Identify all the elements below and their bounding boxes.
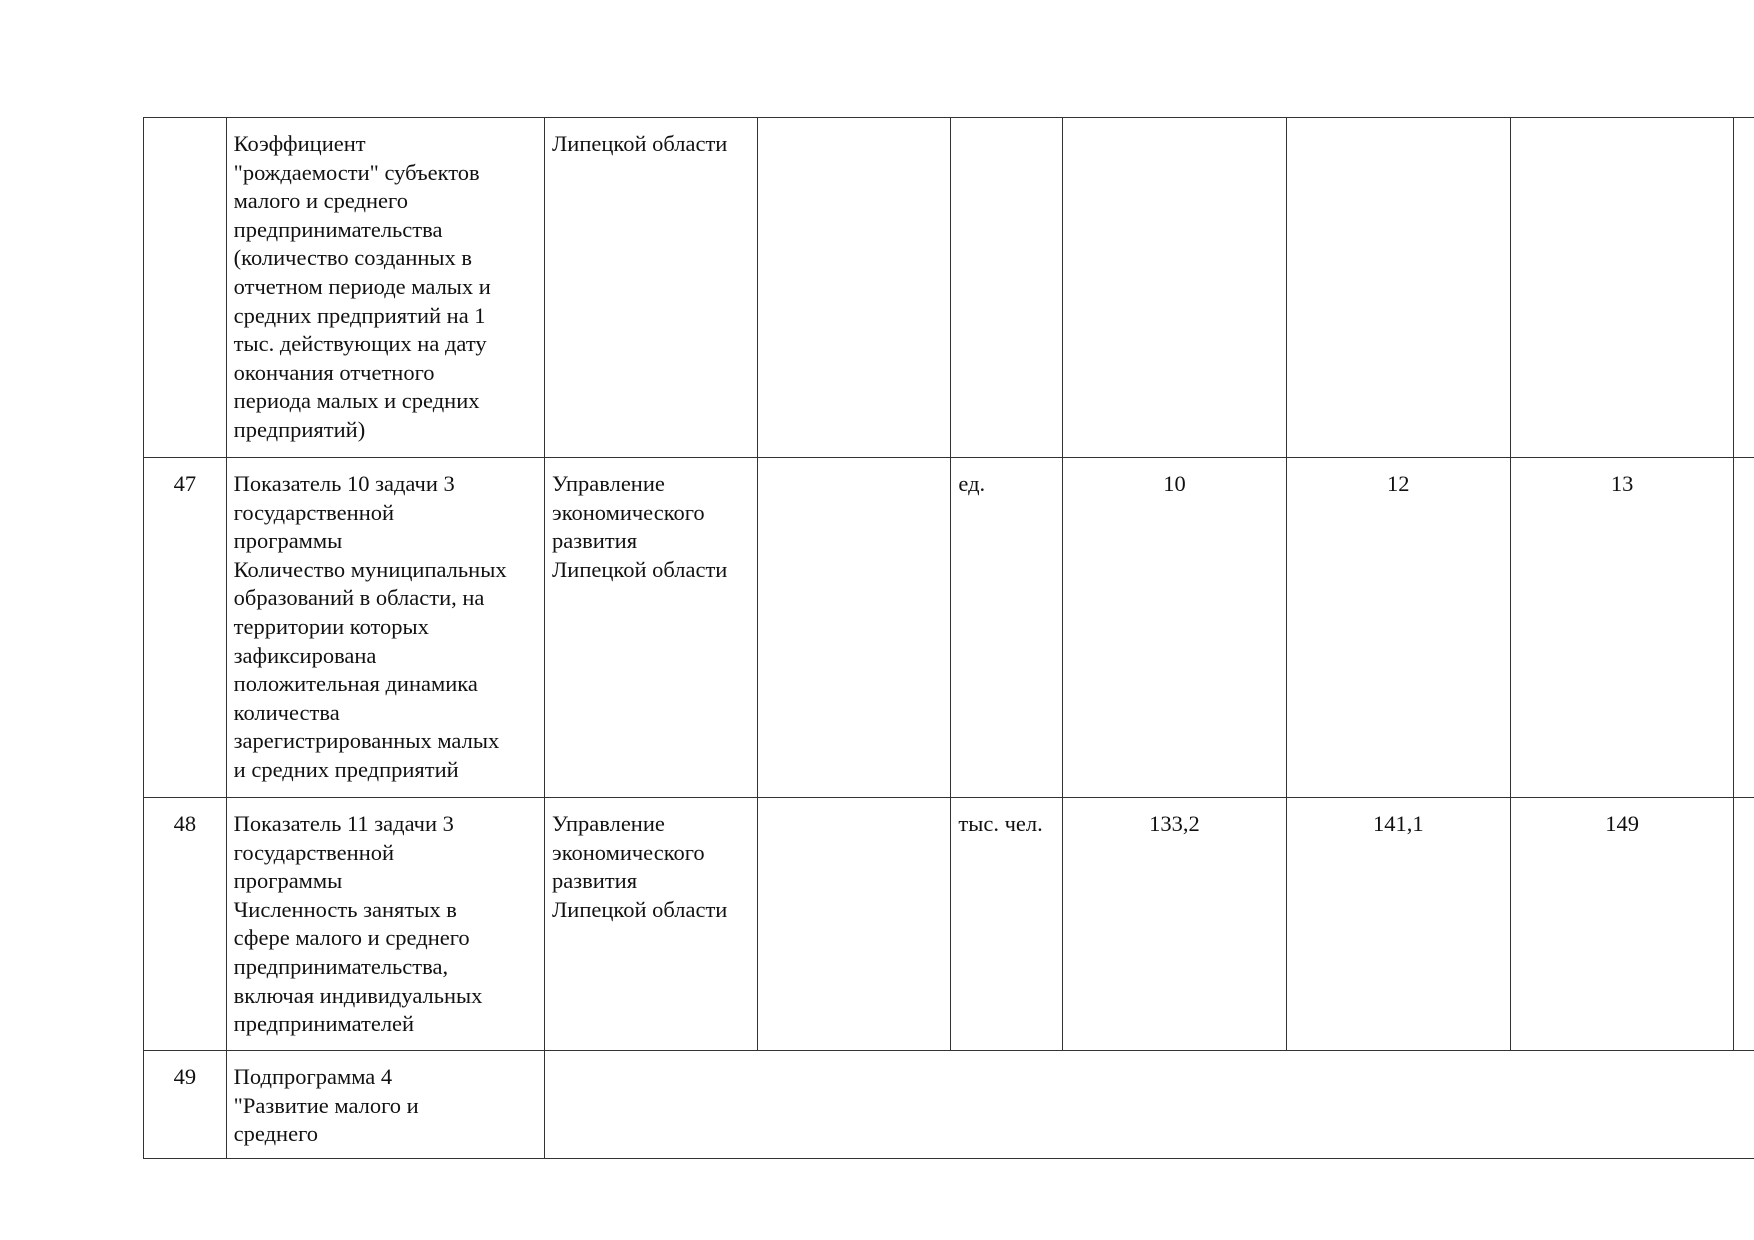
indicator-name-cell: Показатель 10 задачи 3 государственной программы Количество муниципальных образований в области, на территории которых зафиксирована положительная динамика количества зарегистрированных малых и средних предприятий (226, 458, 544, 798)
responsible-cell: Липецкой области (545, 118, 758, 458)
empty-cell (757, 118, 951, 458)
clipped-cell (1734, 458, 1754, 798)
value-cell-1: 133,2 (1063, 798, 1287, 1051)
unit-cell (951, 118, 1063, 458)
indicator-name-cell: Показатель 11 задачи 3 государственной программы Численность занятых в сфере малого и среднего предпринимательства, включая индивидуальных предпринимателей (226, 798, 544, 1051)
responsible-cell: Управление экономического развития Липецкой области (545, 458, 758, 798)
value-cell-2 (1286, 118, 1510, 458)
value-cell-3: 149 (1510, 798, 1734, 1051)
responsible-cell: Управление экономического развития Липецкой области (545, 798, 758, 1051)
unit-cell: тыс. чел. (951, 798, 1063, 1051)
table-row (144, 118, 1754, 458)
clipped-cell (1734, 118, 1754, 458)
empty-cell (757, 458, 951, 798)
indicators-table (143, 117, 1754, 1159)
row-number-cell (144, 118, 227, 458)
subprogram-name-cell: Подпрограмма 4 "Развитие малого и среднего (226, 1051, 544, 1159)
row-number-cell: 47 (144, 458, 227, 798)
value-cell-1: 10 (1063, 458, 1287, 798)
row-number-cell: 48 (144, 798, 227, 1051)
empty-cell (757, 798, 951, 1051)
row-number-cell: 49 (144, 1051, 227, 1159)
value-cell-2: 141,1 (1286, 798, 1510, 1051)
indicator-name-cell: Коэффициент "рождаемости" субъектов малого и среднего предпринимательства (количество созданных в отчетном периоде малых и средних предприятий на 1 тыс. действующих на дату окончания отчетного периода малых и средних предприятий) (226, 118, 544, 458)
unit-cell: ед. (951, 458, 1063, 798)
clipped-cell (1734, 798, 1754, 1051)
value-cell-1 (1063, 118, 1287, 458)
table-row (144, 458, 1754, 798)
value-cell-2: 12 (1286, 458, 1510, 798)
table-row (144, 798, 1754, 1051)
table-row (144, 1051, 1754, 1159)
merged-cell (545, 1051, 1754, 1159)
value-cell-3: 13 (1510, 458, 1734, 798)
value-cell-3 (1510, 118, 1734, 458)
